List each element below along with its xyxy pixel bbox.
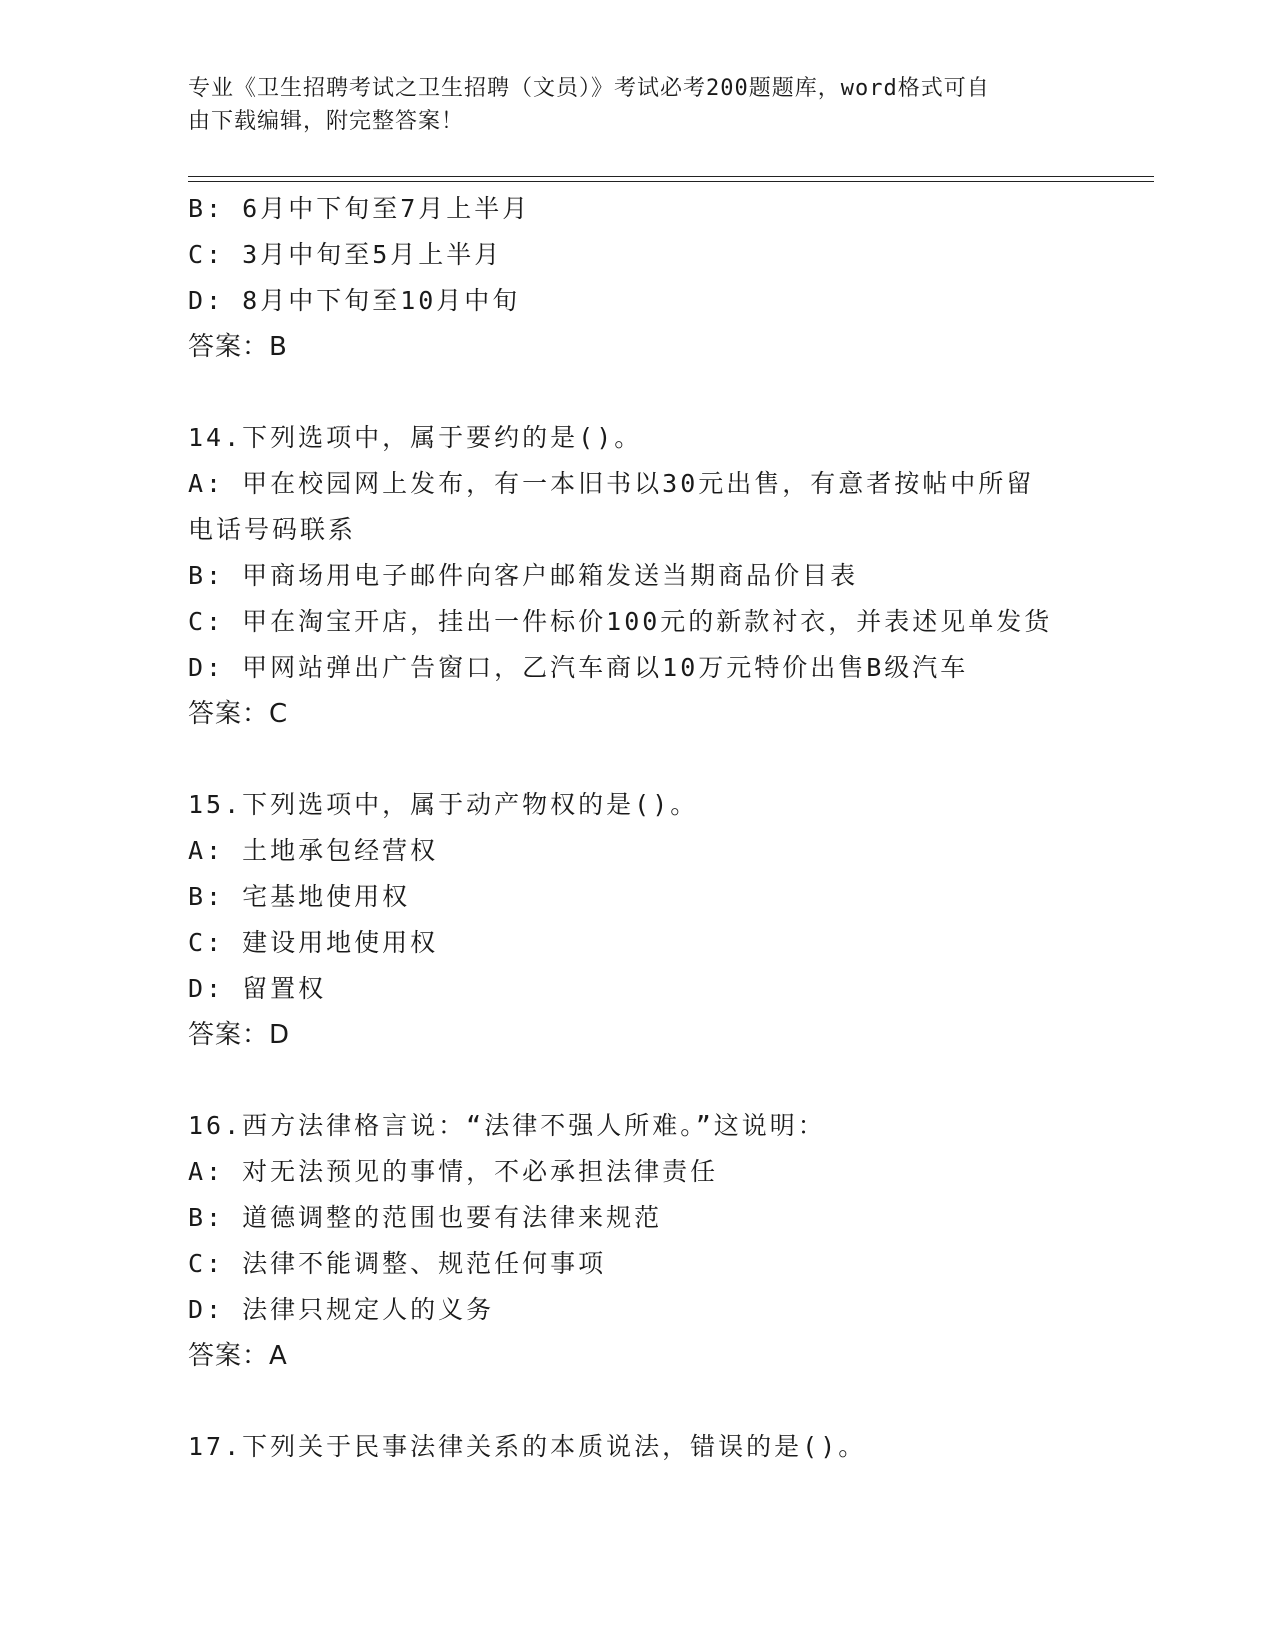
option-d: D: 甲网站弹出广告窗口，乙汽车商以10万元特价出售B级汽车	[188, 653, 969, 682]
option-d: D: 法律只规定人的义务	[188, 1295, 495, 1324]
document-header	[188, 72, 1068, 138]
option-a: A: 对无法预见的事情，不必承担法律责任	[188, 1157, 719, 1186]
option-b: B: 道德调整的范围也要有法律来规范	[188, 1203, 663, 1232]
spacer	[188, 1058, 1088, 1103]
question-content	[188, 186, 1088, 1470]
option-c: C: 甲在淘宝开店，挂出一件标价100元的新款衬衣，并表述见单发货	[188, 607, 1053, 636]
question-block-13	[188, 186, 1088, 370]
question-block-15	[188, 782, 1088, 1058]
question-text: 15.下列选项中，属于动产物权的是()。	[188, 790, 699, 819]
answer: 答案：B	[188, 332, 288, 362]
spacer	[188, 370, 1088, 415]
option-d: D: 留置权	[188, 974, 327, 1003]
spacer	[188, 1379, 1088, 1424]
question-text: 14.下列选项中，属于要约的是()。	[188, 423, 643, 452]
answer: 答案：C	[188, 699, 289, 729]
header-rule-bottom	[188, 181, 1154, 182]
option-d: D: 8月中下旬至10月中旬	[188, 286, 521, 315]
question-text: 16.西方法律格言说：“法律不强人所难。”这说明：	[188, 1111, 826, 1140]
option-c: C: 建设用地使用权	[188, 928, 439, 957]
option-b: B: 宅基地使用权	[188, 882, 411, 911]
option-b: B: 甲商场用电子邮件向客户邮箱发送当期商品价目表	[188, 561, 859, 590]
option-a-continued: 电话号码联系	[188, 515, 357, 544]
answer: 答案：A	[188, 1341, 288, 1371]
option-b: B: 6月中下旬至7月上半月	[188, 194, 531, 223]
header-title-line-1: 专业《卫生招聘考试之卫生招聘（文员）》考试必考200题题库，word格式可自	[188, 76, 990, 101]
option-a: A: 甲在校园网上发布，有一本旧书以30元出售，有意者按帖中所留	[188, 469, 1035, 498]
option-c: C: 3月中旬至5月上半月	[188, 240, 503, 269]
header-rule-top	[188, 176, 1154, 177]
question-block-14	[188, 415, 1088, 737]
option-a: A: 土地承包经营权	[188, 836, 439, 865]
question-block-17	[188, 1424, 1088, 1470]
question-text: 17.下列关于民事法律关系的本质说法，错误的是()。	[188, 1432, 867, 1461]
question-block-16	[188, 1103, 1088, 1379]
header-title-line-2: 由下载编辑，附完整答案！	[188, 109, 465, 134]
answer: 答案：D	[188, 1020, 291, 1050]
option-c: C: 法律不能调整、规范任何事项	[188, 1249, 607, 1278]
spacer	[188, 737, 1088, 782]
